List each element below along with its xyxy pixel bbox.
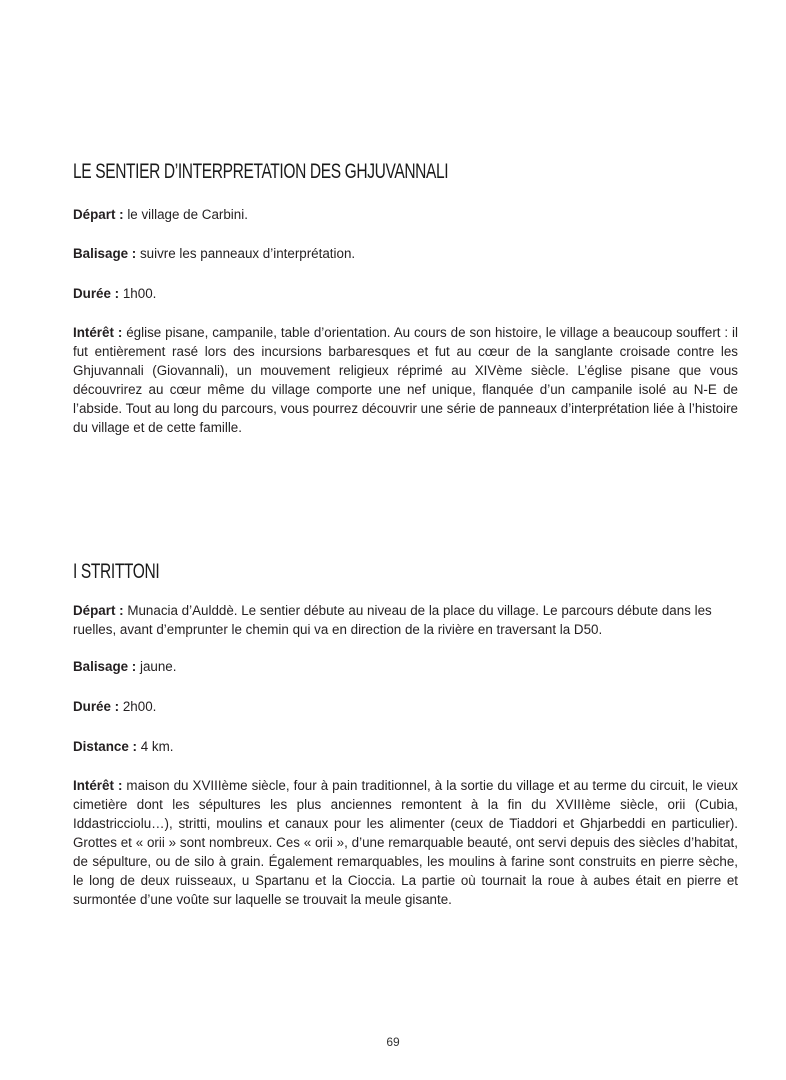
balisage-value: jaune.	[136, 659, 177, 674]
interet-field	[73, 776, 738, 909]
balisage-field	[73, 244, 738, 263]
depart-value: Munacia d’Aulddè. Le sentier débute au niveau de la place du village. Le parcours débute dans les ruelles, avant d’emprunter le chemin qui va en direction de la rivière en traversant la D50.	[73, 603, 712, 637]
balisage-label: Balisage :	[73, 246, 137, 261]
duree-label: Durée :	[73, 286, 120, 301]
balisage-value: suivre les panneaux d’interprétation.	[136, 246, 356, 261]
duree-value: 2h00.	[119, 699, 157, 714]
interet-field	[73, 323, 738, 437]
interet-label: Intérêt :	[73, 778, 123, 793]
section-title: I STRITTONI	[73, 560, 160, 583]
distance-field	[73, 737, 738, 756]
interet-value: maison du XVIIIème siècle, four à pain traditionnel, à la sortie du village et au terme du circuit, le vieux cimetière dont les sépultures les plus anciennes remontent à la fin du XVIIIème siècle, orii (Cubia, Iddastricciolu…), stritti, moulins et canaux pour les alimenter (ceux de Tiaddori et Ghjarbeddi en particulier). Grottes et « orii » sont nombreux. Ces « orii », d’une remarquable beauté, ont servi depuis des siècles d’habitat, de sépulture, ou de silo à grain. Également remarquables, les moulins à farine sont construits en pierre sèche, le long de deux ruisseaux, u Spartanu et la Cioccia. La partie où tournait la roue à aubes était en pierre et surmontée d’une voûte sur laquelle se trouvait la meule gisante.	[73, 778, 738, 907]
interet-value: église pisane, campanile, table d’orientation. Au cours de son histoire, le village a beaucoup souffert : il fut entièrement rasé lors des incursions barbaresques et fut au cœur de la sanglante croisade contre les Ghjuvannali (Giovannali), un mouvement religieux réprimé au XIVème siècle. L’église pisane que vous découvrirez au cœur même du village comporte une nef unique, flanquée d’un campanile isolé au N-E de l’abside. Tout au long du parcours, vous pourrez découvrir une série de panneaux d’interprétation liée à l’histoire du village et de cette famille.	[73, 325, 738, 435]
section-strittoni	[73, 560, 738, 907]
section-title: LE SENTIER D’INTERPRETATION DES GHJUVANNALI	[73, 160, 449, 183]
depart-field	[73, 205, 738, 224]
balisage-field	[73, 657, 738, 676]
page-number: 69	[386, 1035, 400, 1049]
section-ghjuvannali	[73, 160, 738, 435]
balisage-label: Balisage :	[73, 659, 137, 674]
duree-label: Durée :	[73, 699, 120, 714]
duree-field	[73, 697, 738, 716]
distance-value: 4 km.	[137, 739, 174, 754]
duree-value: 1h00.	[119, 286, 157, 301]
depart-label: Départ :	[73, 207, 124, 222]
depart-field	[73, 601, 738, 639]
depart-value: le village de Carbini.	[123, 207, 248, 222]
distance-label: Distance :	[73, 739, 137, 754]
depart-label: Départ :	[73, 603, 124, 618]
duree-field	[73, 284, 738, 303]
interet-label: Intérêt :	[73, 325, 123, 340]
